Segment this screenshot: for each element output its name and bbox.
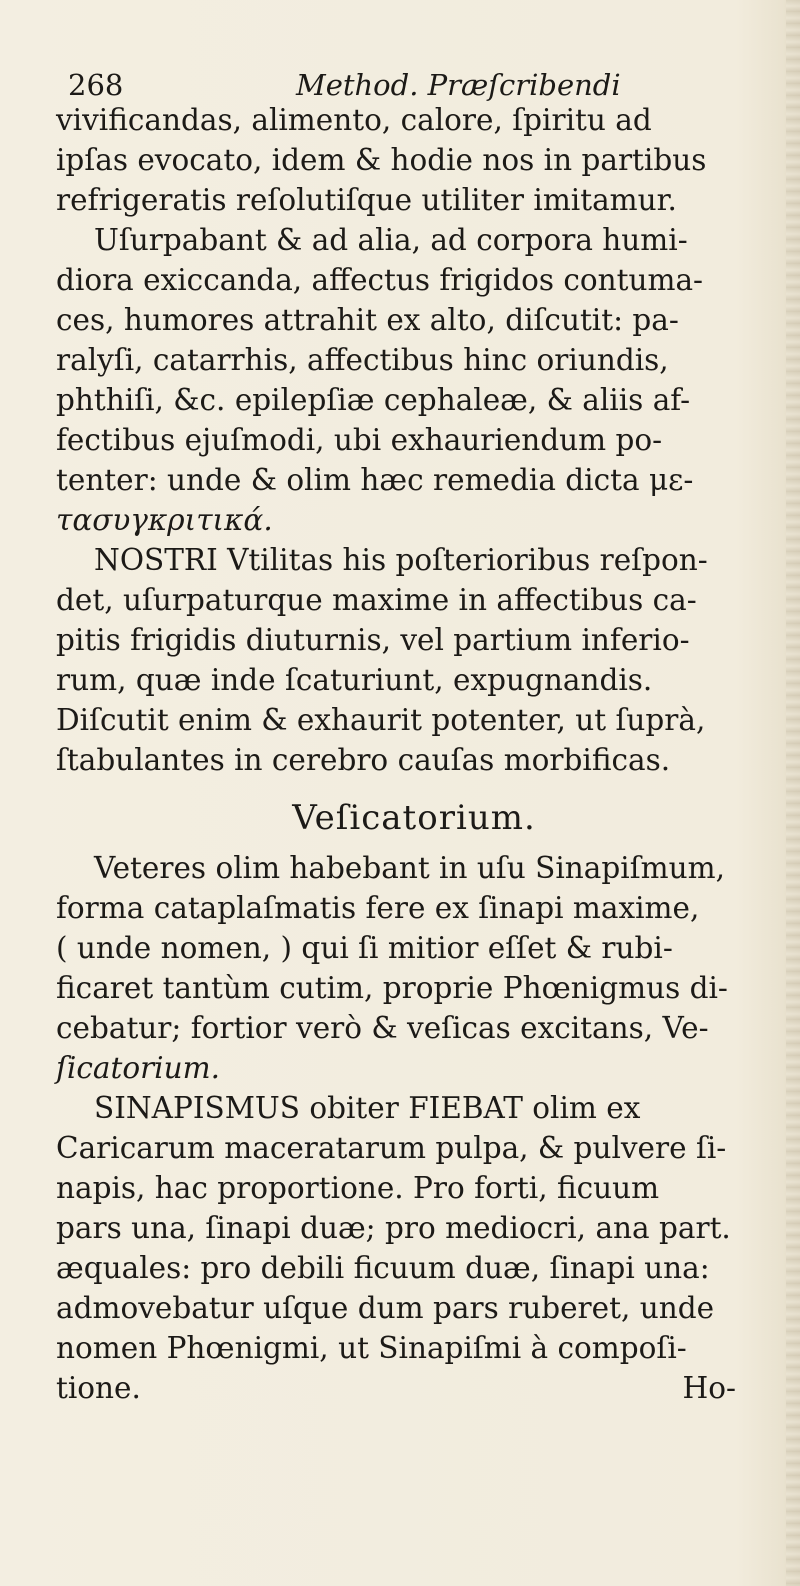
text-line: rum, quæ inde ſcaturiunt, expugnandis. <box>56 663 653 697</box>
text-line: pars una, ſinapi duæ; pro mediocri, ana part. <box>56 1211 731 1245</box>
page-text <box>56 100 772 1408</box>
page-edge <box>786 0 800 1586</box>
text-line: Caricarum maceratarum pulpa, & pulvere ſi- <box>56 1131 727 1165</box>
text-line: phthiſi, &c. epilepſiæ cephaleæ, & aliis af- <box>56 383 691 417</box>
text-line: vivificandas, alimento, calore, ſpiritu ad <box>56 103 652 137</box>
text-line: SINAPISMUS obiter FIEBAT olim ex <box>94 1091 641 1125</box>
text-line: cebatur; fortior verò & veſicas excitans, Ve- <box>56 1011 709 1045</box>
text-line: fectibus ejuſmodi, ubi exhauriendum po- <box>56 423 663 457</box>
text-line: nomen Phœnigmi, ut Sinapiſmi à compoſi- <box>56 1331 687 1365</box>
page-number: 268 <box>68 68 124 102</box>
text-line: Veteres olim habebant in uſu Sinapiſmum, <box>94 851 725 885</box>
catchword: Ho- <box>682 1371 736 1405</box>
text-line: ſicatorium. <box>56 1051 220 1085</box>
text-line: ( unde nomen, ) qui ſi mitior eſſet & rubi- <box>56 931 673 965</box>
text-line: NOSTRI Vtilitas his poſterioribus reſpon- <box>94 543 708 577</box>
text-line: æquales: pro debili ficuum duæ, ſinapi una: <box>56 1251 710 1285</box>
text-line: forma cataplaſmatis fere ex ſinapi maxime, <box>56 891 700 925</box>
text-line: ficaret tantùm cutim, proprie Phœnigmus di- <box>56 971 728 1005</box>
text-line: ſtabulantes in cerebro cauſas morbificas. <box>56 743 671 777</box>
text-line: pitis frigidis diuturnis, vel partium inferio- <box>56 623 690 657</box>
text-line: det, uſurpaturque maxime in affectibus ca- <box>56 583 697 617</box>
text-line: refrigeratis reſolutiſque utiliter imitamur. <box>56 183 677 217</box>
text-line: admovebatur uſque dum pars ruberet, unde <box>56 1291 715 1325</box>
text-line: Diſcutit enim & exhaurit potenter, ut ſuprà, <box>56 703 706 737</box>
text-line: napis, hac proportione. Pro forti, ficuum <box>56 1171 660 1205</box>
text-line: Uſurpabant & ad alia, ad corpora humi- <box>94 223 688 257</box>
text-line: ces, humores attrahit ex alto, diſcutit: pa- <box>56 303 679 337</box>
running-title: Method. Præſcribendi <box>296 68 621 102</box>
text-line: ralyſi, catarrhis, affectibus hinc oriundis, <box>56 343 669 377</box>
text-line: ipſas evocato, idem & hodie nos in partibus <box>56 143 707 177</box>
greek-term-line: τασυγκριτικά. <box>56 503 273 537</box>
text-line: diora exiccanda, affectus frigidos contuma- <box>56 263 704 297</box>
text-line: tione. <box>56 1371 141 1405</box>
section-heading: Veſicatorium. <box>292 798 536 838</box>
text-line: tenter: unde & olim hæc remedia dicta με- <box>56 463 694 497</box>
